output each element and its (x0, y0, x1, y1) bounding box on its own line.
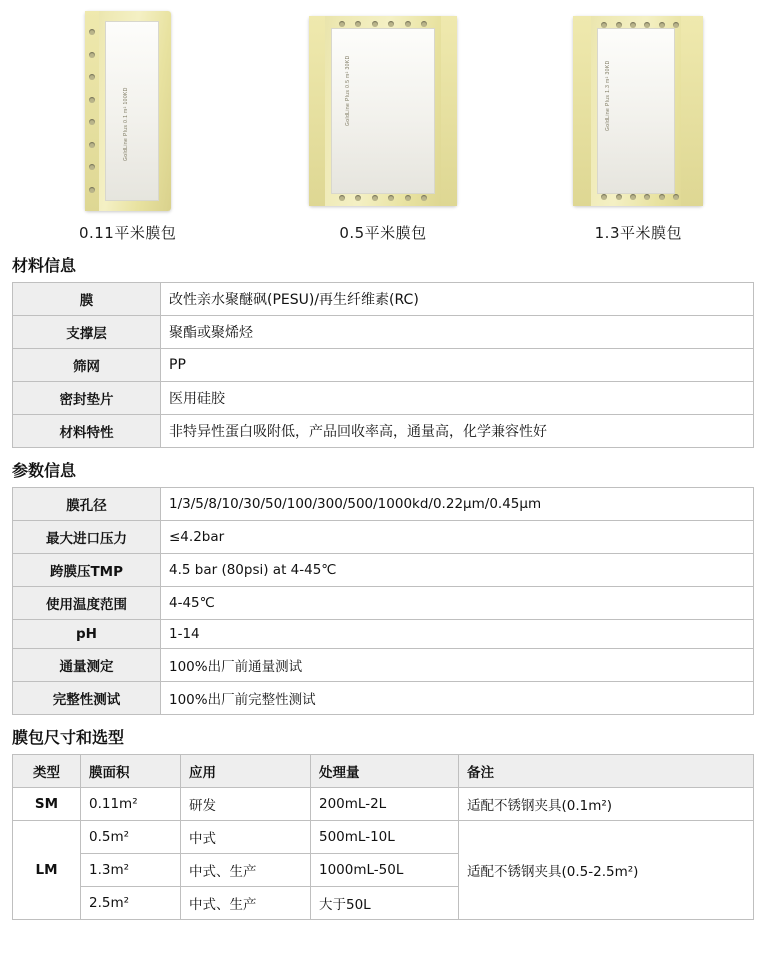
material-section-title: 材料信息 (12, 256, 77, 275)
size-row-type-lm: LM (13, 821, 81, 920)
param-value-flux-test: 100%出厂前通量测试 (161, 649, 754, 682)
product-gallery (0, 0, 766, 243)
cassette-large-icon: GoldLine Plus 1.3 m² 30KD (573, 16, 703, 206)
size-section-title: 膜包尺寸和选型 (12, 728, 125, 747)
product-caption-medium: 0.5平米膜包 (339, 224, 427, 242)
table-row (13, 283, 754, 316)
size-row-capacity-lm-2: 1000mL-50L (311, 854, 459, 887)
size-row-capacity-sm: 200mL-2L (311, 788, 459, 821)
size-row-type-sm: SM (13, 788, 81, 821)
param-key-max-inlet-pressure: 最大进口压力 (13, 521, 161, 554)
cassette-medium-icon: GoldLine Plus 0.5 m² 30KD (309, 16, 457, 206)
param-value-pore-size: 1/3/5/8/10/30/50/100/300/500/1000kd/0.22μm/0.45μm (161, 488, 754, 521)
material-value-support: 聚酯或聚烯烃 (161, 316, 754, 349)
size-row-application-lm-2: 中式、生产 (181, 854, 311, 887)
size-row-remark-sm: 适配不锈钢夹具(0.1m²) (459, 788, 754, 821)
material-key-screen: 筛网 (13, 349, 161, 382)
table-header-row (13, 755, 754, 788)
table-row (13, 521, 754, 554)
table-row (13, 649, 754, 682)
param-value-tmp: 4.5 bar (80psi) at 4-45℃ (161, 554, 754, 587)
param-key-tmp: 跨膜压TMP (13, 554, 161, 587)
param-key-ph: pH (13, 620, 161, 649)
parameter-info-table (12, 487, 754, 715)
table-row (13, 316, 754, 349)
table-row (13, 488, 754, 521)
table-row (13, 415, 754, 448)
param-key-integrity-test: 完整性测试 (13, 682, 161, 715)
material-value-screen: PP (161, 349, 754, 382)
size-row-area-lm-3: 2.5m² (81, 887, 181, 920)
size-header-area: 膜面积 (81, 755, 181, 788)
size-row-application-sm: 研发 (181, 788, 311, 821)
size-header-capacity: 处理量 (311, 755, 459, 788)
param-key-temperature-range: 使用温度范围 (13, 587, 161, 620)
table-row (13, 682, 754, 715)
size-header-type: 类型 (13, 755, 81, 788)
size-row-area-lm-2: 1.3m² (81, 854, 181, 887)
param-value-integrity-test: 100%出厂前完整性测试 (161, 682, 754, 715)
parameter-section-title: 参数信息 (12, 461, 77, 480)
size-row-capacity-lm-1: 500mL-10L (311, 821, 459, 854)
product-caption-small: 0.11平米膜包 (78, 224, 177, 242)
product-item-medium (255, 6, 510, 243)
size-row-area-lm-1: 0.5m² (81, 821, 181, 854)
table-row (13, 587, 754, 620)
table-row (13, 554, 754, 587)
product-photo-medium (309, 6, 457, 216)
material-key-gasket: 密封垫片 (13, 382, 161, 415)
param-key-flux-test: 通量测定 (13, 649, 161, 682)
material-info-table (12, 282, 754, 448)
param-value-temperature-range: 4-45℃ (161, 587, 754, 620)
product-photo-small (85, 6, 171, 216)
material-value-membrane: 改性亲水聚醚砜(PESU)/再生纤维素(RC) (161, 283, 754, 316)
param-value-max-inlet-pressure: ≤4.2bar (161, 521, 754, 554)
table-row (13, 349, 754, 382)
product-item-large (511, 6, 766, 243)
size-header-remark: 备注 (459, 755, 754, 788)
size-row-application-lm-3: 中式、生产 (181, 887, 311, 920)
table-row (13, 382, 754, 415)
material-key-membrane: 膜 (13, 283, 161, 316)
material-value-properties: 非特异性蛋白吸附低，产品回收率高，通量高，化学兼容性好 (161, 415, 754, 448)
table-row (13, 821, 754, 854)
material-key-support: 支撑层 (13, 316, 161, 349)
product-item-small (0, 6, 255, 243)
size-selection-table (12, 754, 754, 920)
size-header-application: 应用 (181, 755, 311, 788)
table-row (13, 620, 754, 649)
product-photo-large (573, 6, 703, 216)
table-row (13, 788, 754, 821)
size-row-application-lm-1: 中式 (181, 821, 311, 854)
cassette-small-icon: GoldLine Plus 0.1 m² 100KD (85, 11, 171, 211)
size-row-capacity-lm-3: 大于50L (311, 887, 459, 920)
material-key-properties: 材料特性 (13, 415, 161, 448)
material-value-gasket: 医用硅胶 (161, 382, 754, 415)
product-caption-large: 1.3平米膜包 (594, 224, 682, 242)
param-key-pore-size: 膜孔径 (13, 488, 161, 521)
size-row-remark-lm: 适配不锈钢夹具(0.5-2.5m²) (459, 821, 754, 920)
size-row-area-sm: 0.11m² (81, 788, 181, 821)
param-value-ph: 1-14 (161, 620, 754, 649)
